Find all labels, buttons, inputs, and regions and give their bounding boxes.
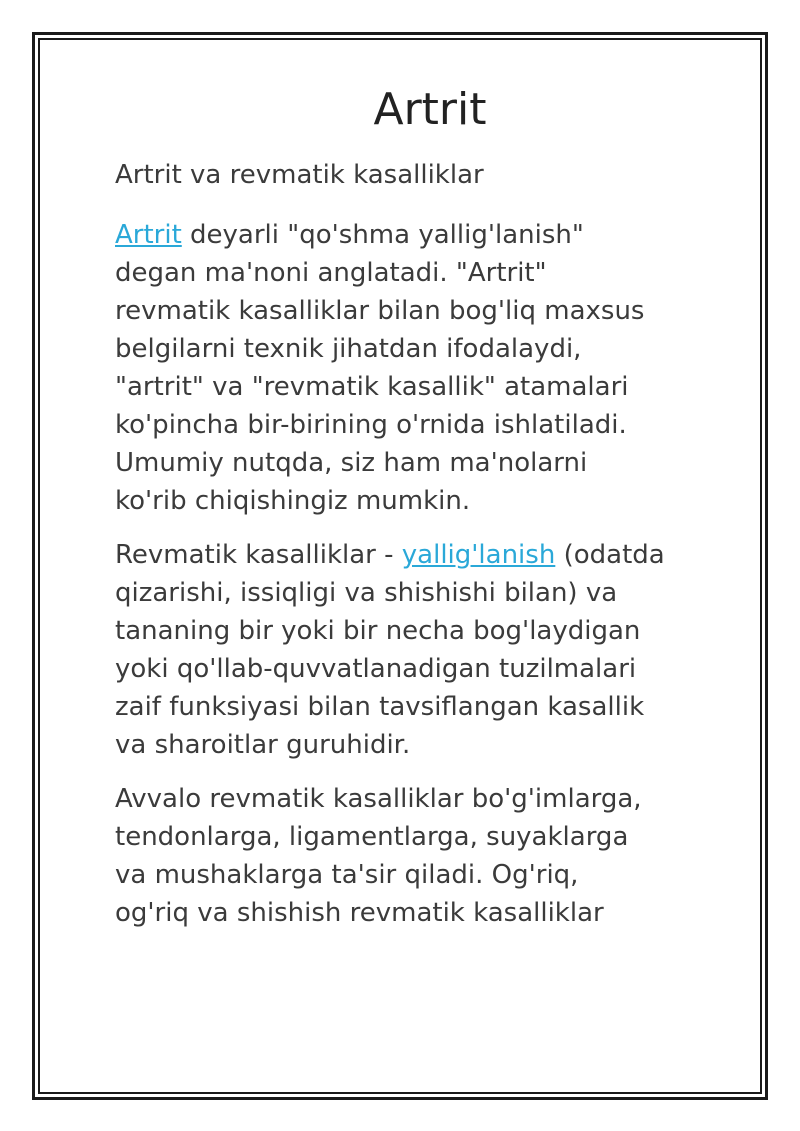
paragraph-2-text: (odatda qizarishi, issiqligi va shishishi bilan) va tananing bir yoki bir necha bog'laydigan yoki qo'llab-quvvatlanadigan tuzilmalari zaif funksiyasi bilan tavsiflangan kasallik va sharoitlar guruhidir. xyxy=(115,540,665,760)
paragraph-1 xyxy=(115,216,755,520)
paragraph-2 xyxy=(115,536,755,764)
paragraph-3: Avvalo revmatik kasalliklar bo'g'imlarga, tendonlarga, ligamentlarga, suyaklarga va mushaklarga ta'sir qiladi. Og'riq, og'riq va shishish revmatik kasalliklar xyxy=(115,784,642,928)
yalliglanish-link[interactable]: yallig'lanish xyxy=(401,540,556,570)
paragraph-1-text: deyarli "qo'shma yallig'lanish" degan ma'noni anglatadi. "Artrit" revmatik kasalliklar bilan bog'liq maxsus belgilarni texnik jihatdan ifodalaydi, "artrit" va "revmatik kasallik" atamalari ko'pincha bir-birining o'rnida ishlatiladi. Umumiy nutqda, siz ham ma'nolarni ko'rib chiqishingiz mumkin. xyxy=(115,220,645,516)
page-title: Artrit xyxy=(373,84,487,135)
paragraph-2-lead: Revmatik kasalliklar - xyxy=(115,540,402,570)
article-subtitle: Artrit va revmatik kasalliklar xyxy=(115,160,484,190)
artrit-link[interactable]: Artrit xyxy=(115,220,182,250)
article xyxy=(115,80,755,932)
